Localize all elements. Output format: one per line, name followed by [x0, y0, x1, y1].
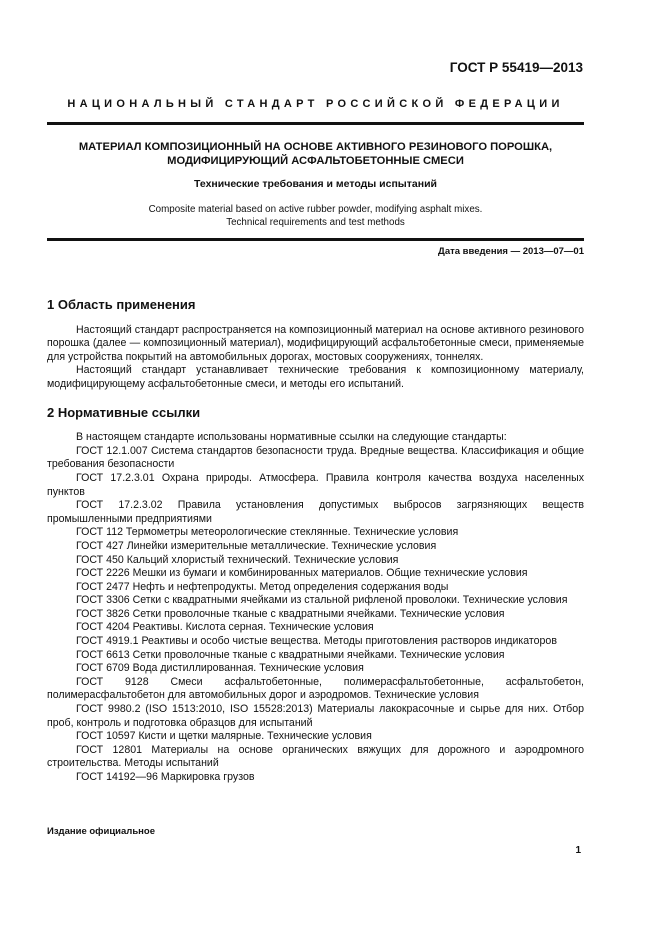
bottom-divider [47, 238, 584, 241]
title-line-1: МАТЕРИАЛ КОМПОЗИЦИОННЫЙ НА ОСНОВЕ АКТИВНОГО РЕЗИНОВОГО ПОРОШКА, [78, 141, 553, 153]
introduction-date: Дата введения — 2013—07—01 [438, 246, 584, 257]
reference-item: ГОСТ 17.2.3.01 Охрана природы. Атмосфера. Правила контроля качества воздуха населенных пунктов [47, 471, 584, 498]
section-2-intro: В настоящем стандарте использованы нормативные ссылки на следующие стандарты: [76, 431, 507, 444]
standard-number: ГОСТ Р 55419—2013 [449, 60, 583, 75]
top-divider [47, 122, 584, 125]
document-body [47, 298, 584, 785]
paragraph: Настоящий стандарт устанавливает технические требования к композиционному материалу, модифицирующему асфальтобетонные смеси, и методы его испытаний. [47, 364, 584, 390]
reference-item: ГОСТ 3826 Сетки проволочные тканые с квадратными ячейками. Технические условия [76, 607, 505, 620]
reference-item: ГОСТ 10597 Кисти и щетки малярные. Технические условия [76, 730, 372, 743]
national-standard-banner: НАЦИОНАЛЬНЫЙ СТАНДАРТ РОССИЙСКОЙ ФЕДЕРАЦИИ [67, 98, 564, 110]
reference-item: ГОСТ 2226 Мешки из бумаги и комбинированных материалов. Общие технические условия [76, 567, 528, 580]
reference-item: ГОСТ 6709 Вода дистиллированная. Технические условия [76, 662, 364, 675]
reference-item: ГОСТ 427 Линейки измерительные металлические. Технические условия [76, 539, 437, 552]
reference-item: ГОСТ 6613 Сетки проволочные тканые с квадратными ячейками. Технические условия [76, 648, 505, 661]
reference-item: ГОСТ 12.1.007 Система стандартов безопасности труда. Вредные вещества. Классификация и общие требования безопасности [47, 444, 584, 471]
reference-list [47, 445, 584, 785]
reference-item: ГОСТ 9128 Смеси асфальтобетонные, полимерасфальтобетонные, асфальтобетон, полимерасфальтобетон для автомобильных дорог и аэродромов. Технические условия [47, 675, 584, 702]
reference-item: ГОСТ 3306 Сетки с квадратными ячейками из стальной рифленой проволоки. Технические условия [76, 594, 568, 607]
reference-item: ГОСТ 17.2.3.02 Правила установления допустимых выбросов загрязняющих веществ промышленными предприятиями [47, 499, 584, 525]
document-title [47, 140, 584, 168]
page-number: 1 [575, 845, 581, 856]
paragraph: Настоящий стандарт распространяется на композиционный материал на основе активного резинового порошка (далее — композиционный материал), модифицирующий асфальтобетонные смеси, применяемые для устройства покрытий на автомобильных дорогах, мостовых сооружениях, тоннелях. [47, 323, 584, 363]
section-1-paragraphs [47, 324, 584, 392]
reference-item: ГОСТ 9980.2 (ISO 1513:2010, ISO 15528:2013) Материалы лакокрасочные и сырье для них. Отбор проб, контроль и подготовка образцов для испытаний [47, 703, 584, 729]
document-subtitle: Технические требования и методы испытаний [194, 178, 437, 190]
reference-item: ГОСТ 112 Термометры метеорологические стеклянные. Технические условия [76, 526, 459, 539]
english-title [47, 203, 584, 229]
reference-item: ГОСТ 4204 Реактивы. Кислота серная. Технические условия [76, 621, 374, 634]
english-title-line-2: Technical requirements and test methods [226, 217, 405, 228]
title-line-2: МОДИФИЦИРУЮЩИЙ АСФАЛЬТОБЕТОННЫЕ СМЕСИ [167, 155, 464, 167]
english-title-line-1: Composite material based on active rubber powder, modifying asphalt mixes. [148, 204, 483, 215]
reference-item: ГОСТ 450 Кальций хлористый технический. Технические условия [76, 553, 399, 566]
section-1-heading: 1 Область применения [47, 297, 196, 312]
reference-item: ГОСТ 14192—96 Маркировка грузов [76, 771, 255, 783]
section-2-heading: 2 Нормативные ссылки [47, 404, 201, 420]
official-edition-label: Издание официальное [47, 826, 155, 837]
reference-item: ГОСТ 2477 Нефть и нефтепродукты. Метод определения содержания воды [76, 580, 449, 593]
reference-item: ГОСТ 4919.1 Реактивы и особо чистые вещества. Методы приготовления растворов индикаторов [76, 635, 557, 648]
reference-item: ГОСТ 12801 Материалы на основе органических вяжущих для дорожного и аэродромного строительства. Методы испытаний [47, 743, 584, 770]
